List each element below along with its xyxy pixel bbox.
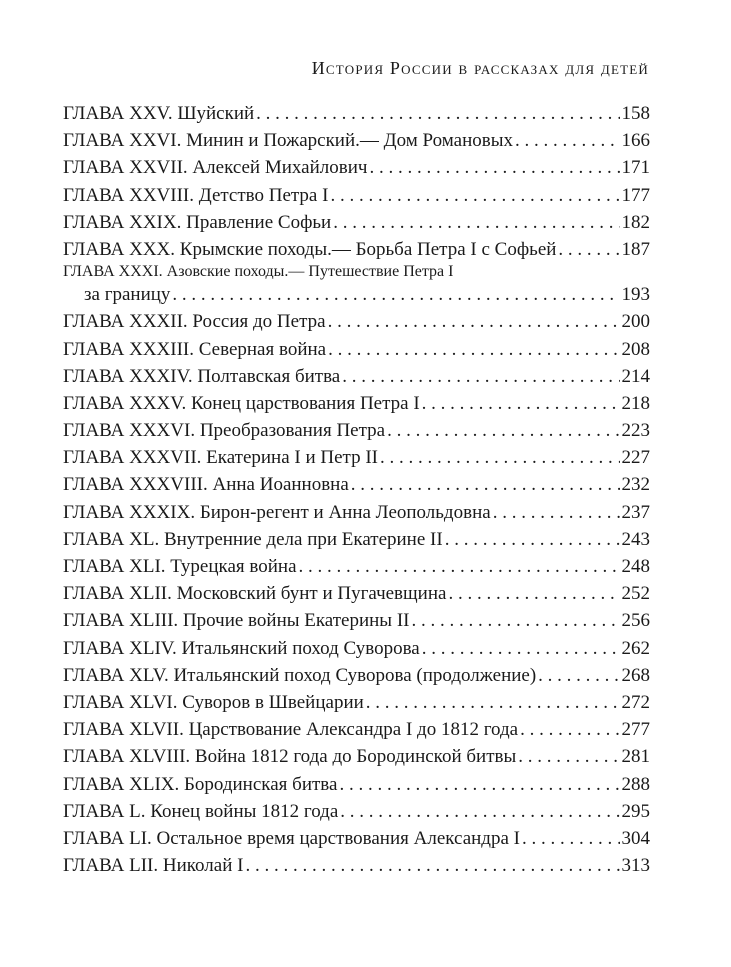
toc-entry-title: ГЛАВА LI. Остальное время царствования Александра I [63,827,520,849]
toc-entry-title: ГЛАВА XXXIX. Бирон-регент и Анна Леопольдовна [63,501,491,523]
toc-entry[interactable] [63,662,650,689]
dot-leader [448,580,619,607]
toc-entry[interactable] [63,281,650,308]
toc-entry[interactable] [63,308,650,335]
toc-entry-title: ГЛАВА XLVI. Суворов в Швейцарии [63,691,364,713]
toc-entry[interactable] [63,635,650,662]
toc-entry-page-number: 193 [621,284,650,306]
toc-entry-title: ГЛАВА XL. Внутренние дела при Екатерине II [63,528,443,550]
toc-entry[interactable] [63,209,650,236]
toc-entry[interactable] [63,444,650,471]
toc-entry-page-number: 237 [621,501,650,523]
toc-entry-title: ГЛАВА XXV. Шуйский [63,103,255,124]
dot-leader [299,553,620,580]
dot-leader [351,471,620,498]
toc-entry[interactable] [63,499,650,526]
toc-entry-title: ГЛАВА XXIX. Правление Софьи [63,211,332,233]
toc-entry-page-number: 304 [621,827,650,849]
dot-leader [340,798,619,825]
toc-entry-title: ГЛАВА XXXIII. Северная война [63,338,327,360]
toc-entry-page-number: 252 [621,583,650,605]
dot-leader [333,209,619,236]
toc-entry-page-number: 158 [621,103,650,124]
toc-entry[interactable] [63,825,650,852]
toc-entry-page-number: 248 [621,556,650,577]
dot-leader [328,336,619,363]
dot-leader [493,499,620,526]
dot-leader [518,743,619,770]
toc-entry-page-number: 268 [621,664,650,686]
toc-entry-title: ГЛАВА XXXVII. Екатерина I и Петр II [63,447,378,469]
toc-entry-title: ГЛАВА XXXVI. Преобразования Петра [63,420,386,442]
toc-entry-page-number: 177 [621,184,650,206]
toc-entry-title: ГЛАВА XLV. Итальянский поход Суворова (продолжение) [63,664,537,686]
dot-leader [387,417,619,444]
dot-leader [245,852,619,879]
dot-leader [380,444,620,471]
toc-entry-page-number: 277 [621,719,650,741]
toc-entry[interactable] [63,336,650,363]
toc-entry-title: ГЛАВА L. Конец войны 1812 года [63,800,339,822]
toc-entry[interactable] [63,127,650,154]
toc-entry-page-number: 200 [621,311,650,333]
toc-entry-title-continuation: за границу [84,284,171,306]
toc-entry-page-number: 187 [621,238,650,260]
toc-entry-title: ГЛАВА XXXIV. Полтавская битва [63,365,341,387]
toc-entry-page-number: 243 [621,528,650,550]
toc-entry[interactable] [63,607,650,634]
toc-entry-page-number: 262 [621,637,650,659]
toc-entry-page-number: 232 [621,474,650,496]
toc-entry[interactable] [63,553,650,580]
toc-entry-title: ГЛАВА XXVI. Минин и Пожарский.— Дом Романовых [63,130,513,152]
dot-leader [342,363,619,390]
toc-entry-page-number: 313 [621,855,650,877]
toc-entry-title: ГЛАВА XXX. Крымские походы.— Борьба Петра I с Софьей [63,238,557,260]
toc-entry[interactable] [63,471,650,498]
toc-entry-title: ГЛАВА XLIX. Бородинская битва [63,773,338,795]
toc-entry-title: ГЛАВА LII. Николай I [63,855,244,877]
toc-entry[interactable] [63,580,650,607]
toc-entry[interactable] [63,363,650,390]
dot-leader [172,281,619,308]
table-of-contents [63,100,650,879]
toc-entry[interactable] [63,390,650,417]
toc-entry[interactable] [63,716,650,743]
toc-entry-title: ГЛАВА XLIV. Итальянский поход Суворова [63,637,420,659]
toc-entry-title: ГЛАВА XXVII. Алексей Михайлович [63,157,368,179]
toc-entry-title: ГЛАВА XLVII. Царствование Александра I до 1812 года [63,719,519,741]
toc-entry-page-number: 171 [621,157,650,179]
toc-entry-page-number: 223 [621,420,650,442]
dot-leader [411,607,619,634]
dot-leader [522,825,620,852]
running-header-title: История России в рассказах для детей [311,58,649,78]
toc-entry[interactable] [63,852,650,879]
toc-entry[interactable] [63,236,650,263]
dot-leader [256,100,619,127]
toc-entry[interactable] [63,526,650,553]
dot-leader [330,182,619,209]
dot-leader [515,127,620,154]
toc-entry-page-number: 227 [621,447,650,469]
toc-entry-page-number: 214 [621,365,650,387]
toc-entry[interactable] [63,154,650,181]
toc-entry-title: ГЛАВА XXVIII. Детство Петра I [63,184,329,206]
toc-entry-page-number: 281 [621,746,650,768]
dot-leader [538,662,619,689]
dot-leader [328,308,620,335]
toc-entry-page-number: 288 [621,773,650,795]
toc-entry-page-number: 166 [621,130,650,152]
toc-entry-title: ГЛАВА XXXV. Конец царствования Петра I [63,392,420,414]
dot-leader [558,236,619,263]
dot-leader [422,635,620,662]
toc-entry[interactable] [63,798,650,825]
toc-entry-page-number: 295 [621,800,650,822]
dot-leader [422,390,620,417]
toc-entry[interactable] [63,182,650,209]
toc-entry-title: ГЛАВА XXXVIII. Анна Иоанновна [63,474,349,496]
toc-entry-page-number: 208 [621,338,650,360]
toc-entry-title: ГЛАВА XLIII. Прочие войны Екатерины II [63,610,410,632]
toc-entry-title: ГЛАВА XLII. Московский бунт и Пугачевщина [63,583,447,605]
toc-entry-page-number: 218 [621,392,650,414]
toc-entry[interactable] [63,771,650,798]
toc-entry[interactable] [63,743,650,770]
toc-entry-page-number: 256 [621,610,650,632]
dot-leader [520,716,619,743]
toc-entry[interactable] [63,417,650,444]
dot-leader [369,154,619,181]
toc-entry-title: ГЛАВА XXXI. Азовские походы.— Путешествие Петра I [63,263,454,281]
toc-entry-page-number: 272 [621,691,650,713]
toc-entry-title: ГЛАВА XLVIII. Война 1812 года до Бородинской битвы [63,746,517,768]
toc-entry[interactable] [63,689,650,716]
toc-entry[interactable] [63,100,650,127]
dot-leader [445,526,620,553]
toc-entry-page-number: 182 [621,211,650,233]
toc-entry-title: ГЛАВА XLI. Турецкая война [63,556,297,577]
toc-entry-title: ГЛАВА XXXII. Россия до Петра [63,311,326,333]
dot-leader [339,771,619,798]
dot-leader [366,689,620,716]
